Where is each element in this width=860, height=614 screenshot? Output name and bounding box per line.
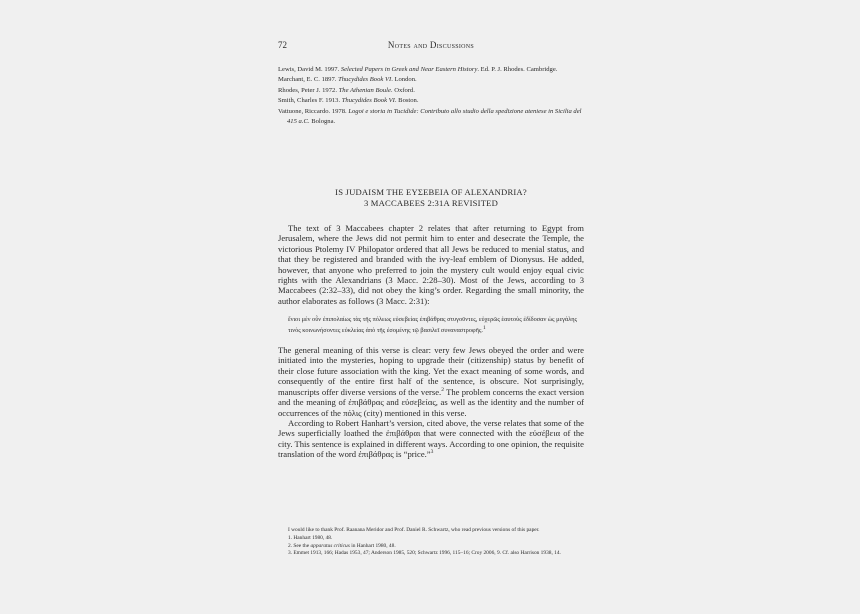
greek-quotation: ἔνιοι μὲν οὖν ἐπιπολαίως τὰς τῆς πόλεως εὐσεβείας ἐπιβάθρας στυγοῦντες, εὐχερῶς ἑαυτοὺς ἐδίδοσαν ὡς μεγάλης τινὸς κοινωνήσοντες εὐκλείας ἀπὸ τῆς ἐσομένης τῷ βασιλεῖ συναναστροφῆς.$^1$ — [288, 316, 577, 334]
page-header — [278, 40, 584, 50]
footnote-ref-3: 3 — [430, 449, 434, 456]
article-title-line-2: 3 MACCABEES 2:31A REVISITED — [363, 198, 499, 208]
page-number: 72 — [278, 40, 287, 50]
reference-entry: Rhodes, Peter J. 1972. The Athenian Boule. Oxford. — [278, 86, 415, 94]
running-title: Notes and Discussions — [387, 40, 475, 50]
article-body — [278, 223, 584, 460]
article-title-line-1: IS JUDAISM THE ΕΥΣΕΒΕΙΑ OF ALEXANDRIA? — [335, 187, 527, 197]
paragraph-3: According to Robert Hanhart’s version, cited above, the verse relates that some of the Jews superficially loathed the ἐπιβάθραι that were connected with the εὐσέβεια of the city. This sentence is explained in different ways. According to one opinion, the requisite translation of the word ἐπιβάθρας is “price.”$^3$ — [278, 417, 584, 460]
reference-entry: Vattuone, Riccardo. 1978. Logoi e storia in Tucidide: Contributo allo studio della spedizione ateniese in Sicilia del 415 a.C. Bologna. — [278, 107, 582, 126]
reference-entry: Marchant, E. C. 1897. Thucydides Book VI. London. — [278, 76, 417, 84]
footnote-1: 1. Hanhart 1980, 48. — [288, 534, 333, 541]
paragraph-1: The text of 3 Maccabees chapter 2 relates that after returning to Egypt from Jerusalem, where the Jews did not permit him to enter and desecrate the Temple, the victorious Ptolemy IV Philopator ordered that all Jews be reduced to menial status, and that they be registered and branded with the ivy-leaf emblem of Dionysus. He added, however, that anyone who preferred to join the mystery cult would enjoy equal civic rights with the Alexandrians (3 Macc. 2:28–30). Most of the Jews, according to 3 Maccabees (2:32–33), did not obey the king’s order. Regarding the small minority, the author elaborates as follows (3 Macc. 2:31): — [278, 223, 584, 306]
footnote-ref-1: 1 — [482, 324, 486, 331]
footnotes — [278, 527, 584, 558]
article-title — [278, 187, 584, 209]
reference-entry: Smith, Charles F. 1913. Thucydides Book VI. Boston. — [278, 97, 419, 105]
reference-entry: Lewis, David M. 1997. Selected Papers in Greek and Near Eastern History. Ed. P. J. Rhodes. Cambridge. — [278, 66, 558, 73]
paragraph-2: The general meaning of this verse is clear: very few Jews obeyed the order and were initiated into the mysteries, hoping to upgrade their (citizenship) status by benefit of their close future association with the king. Yet the exact meaning of some words, and consequently of the entire first half of the sentence, is obscure. Not surprisingly, manuscripts offer diverse versions of the verse.$^2$ The problem concerns the exact version and the meaning of ἐπιβάθρας and εὐσεβείας, as well as the identity and the number of occurrences of the πόλις (city) mentioned in this verse. — [278, 345, 584, 418]
footnote-acknowledgement: I would like to thank Prof. Raanana Meridor and Prof. Daniel R. Schwartz, who read previous versions of this paper. — [288, 527, 540, 533]
footnote-ref-2: 2 — [441, 386, 444, 393]
footnote-3: 3. Emmet 1913, 166; Hadas 1953, 47; Anderson 1985, 520; Schwartz 1996, 115–16; Croy 2006, 9. Cf. also Harrison 1938, 14. — [288, 550, 561, 557]
footnote-2: 2. See the apparatus criticus in Hanhart 1980, 48. — [288, 542, 396, 549]
bibliography — [278, 65, 584, 127]
